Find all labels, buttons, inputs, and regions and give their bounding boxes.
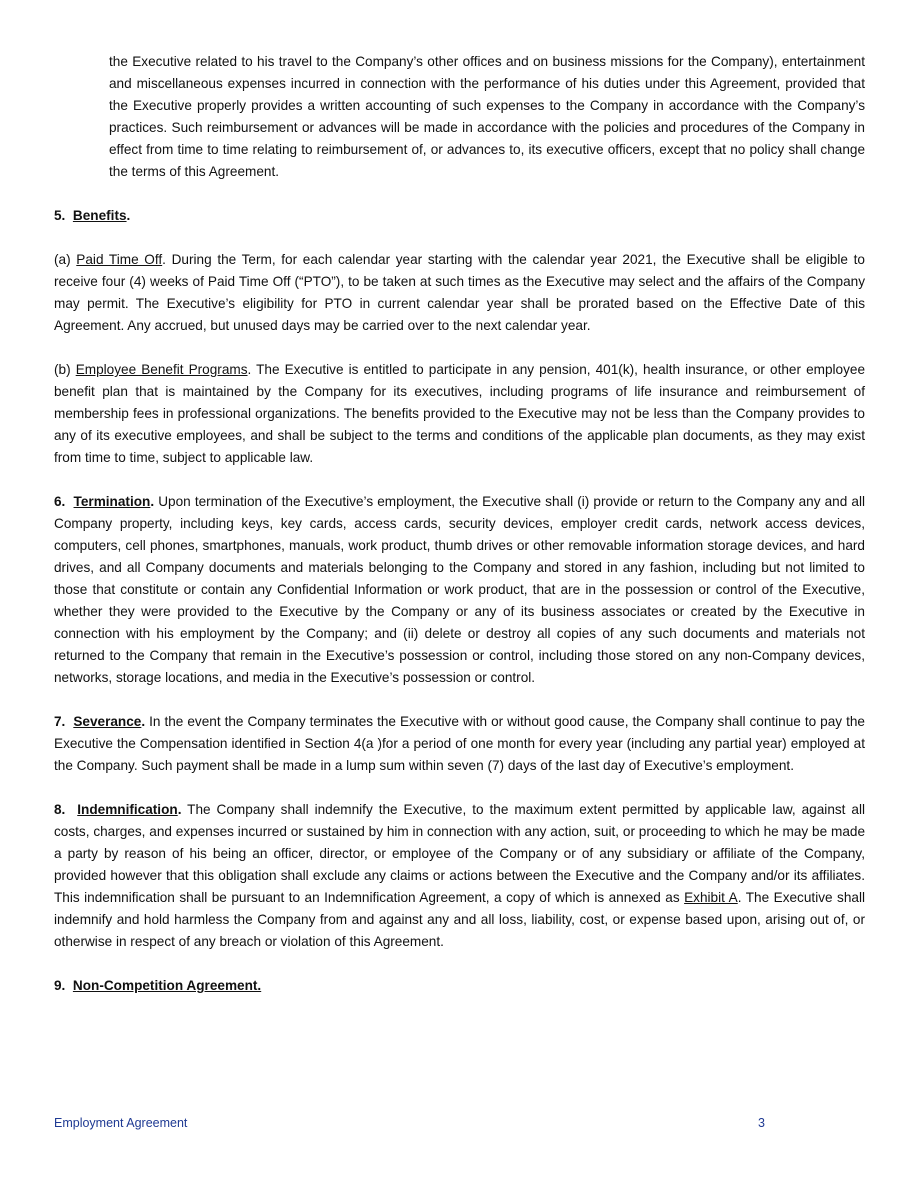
section-5-heading bbox=[54, 205, 865, 227]
section-5b-prefix: (b) bbox=[54, 362, 71, 377]
section-8-text-1: The Company shall indemnify the Executive, to the maximum extent permitted by applicable law, against all costs, charges, and expenses incurred or sustained by him in connection with any action, suit, or proceeding to which he may be made a party by reason of his being an officer, director, or employee of the Company or of any subsidiary or affiliate of the Company, provided however that this obligation shall exclude any claims or actions between the Executive and the Company and/or its affiliates. This indemnification shall be pursuant to an Indemnification Agreement, a copy of which is annexed as bbox=[54, 802, 865, 905]
section-9-number: 9. bbox=[54, 978, 66, 993]
section-9-heading bbox=[54, 975, 865, 997]
section-5a-paragraph bbox=[54, 249, 865, 337]
section-7-paragraph bbox=[54, 711, 865, 777]
section-8-number: 8. bbox=[54, 802, 66, 817]
section-5b-text: . The Executive is entitled to participate in any pension, 401(k), health insurance, or other employee benefit plan that is maintained by the Company for its executives, including programs of life insurance and reimbursement of membership fees in professional organizations. The benefits provided to the Executive may not be less than the Company provides to any of its executive employees, and shall be subject to the terms and conditions of the applicable plan documents, as they may exist from time to time, subject to applicable law. bbox=[54, 362, 866, 465]
page-number: 3 bbox=[758, 1116, 765, 1130]
section-5a-text: . During the Term, for each calendar year starting with the calendar year 2021, the Executive shall be eligible to receive four (4) weeks of Paid Time Off (“PTO”), to be taken at such times as the Executive may select and the affairs of the Company may permit. The Executive’s eligibility for PTO in current calendar year shall be prorated based on the Effective Date of this Agreement. Any accrued, but unused days may be carried over to the next calendar year. bbox=[54, 252, 865, 333]
footer-title: Employment Agreement bbox=[54, 1116, 188, 1130]
section-8-paragraph bbox=[54, 799, 865, 953]
section-8-title: Indemnification bbox=[77, 802, 178, 817]
section-5-title: Benefits bbox=[72, 208, 127, 223]
section-6-number: 6. bbox=[54, 494, 66, 509]
section-5b-title: Employee Benefit Programs bbox=[75, 362, 248, 377]
section-6-title: Termination bbox=[73, 494, 151, 509]
section-7-number: 7. bbox=[54, 714, 66, 729]
section-7-text: In the event the Company terminates the Executive with or without good cause, the Company shall continue to pay the Executive the Compensation identified in Section 4(a )for a period of one month for every year (including any partial year) employed at the Company. Such payment shall be made in a lump sum within seven (7) days of the last day of Executive’s employment. bbox=[54, 714, 865, 773]
section-7-title-end: . bbox=[141, 714, 146, 729]
section-9-title: Non-Competition Agreement. bbox=[72, 978, 262, 993]
section-6-paragraph bbox=[54, 491, 865, 689]
section-6-text: Upon termination of the Executive’s employment, the Executive shall (i) provide or return to the Company any and all Company property, including keys, key cards, access cards, security devices, employer credit cards, network access devices, computers, cell phones, smartphones, manuals, work product, thumb drives or other removable information storage devices, and hard drives, and all Company documents and materials belonging to the Company and stored in any fashion, including but not limited to those that constitute or contain any Confidential Information or work product, that are in the possession or control of the Executive, whether they were provided to the Executive by the Company or any of its business associates or created by the Executive in connection with his employment by the Company; and (ii) delete or destroy all copies of any such documents and materials not returned to the Company that remain in the Executive’s possession or control, including those stored on any non-Company devices, networks, storage locations, and media in the Executive’s possession or control. bbox=[54, 494, 865, 685]
section-7-title: Severance bbox=[73, 714, 142, 729]
section-6-title-end: . bbox=[150, 494, 155, 509]
section-5a-title: Paid Time Off bbox=[76, 252, 163, 267]
section-8-title-end: . bbox=[177, 802, 182, 817]
continuation-paragraph: the Executive related to his travel to the Company’s other offices and on business missions for the Company), entertainment and miscellaneous expenses incurred in connection with the performance of his duties under this Agreement, provided that the Executive properly provides a written accounting of such expenses to the Company in accordance with the Company’s practices. Such reimbursement or advances will be made in accordance with the policies and procedures of the Company in effect from time to time relating to reimbursement of, or advances to, its executive officers, except that no policy shall change the terms of this Agreement. bbox=[109, 54, 865, 179]
document-body bbox=[54, 51, 865, 997]
section-5-number: 5. bbox=[54, 208, 66, 223]
exhibit-a-reference: Exhibit A bbox=[684, 890, 738, 905]
section-5b-paragraph bbox=[54, 359, 865, 469]
section-8-text-2: . The Executive shall indemnify and hold harmless the Company from and against any and all loss, liability, cost, or expense based upon, arising out of, or otherwise in respect of any breach or violation of this Agreement. bbox=[54, 890, 866, 949]
section-5-title-end: . bbox=[126, 208, 131, 223]
page-footer bbox=[54, 1116, 765, 1130]
section-5a-prefix: (a) bbox=[54, 252, 71, 267]
